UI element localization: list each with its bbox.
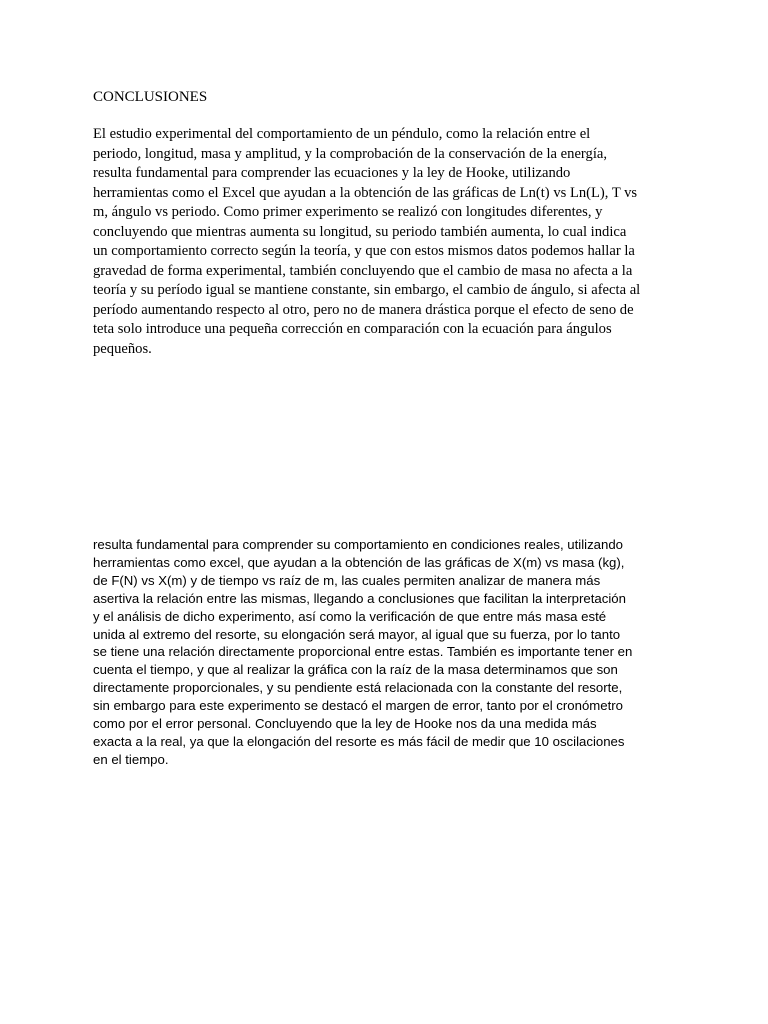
paragraph-line: herramientas como el Excel que ayudan a la obtención de las gráficas de Ln(t) vs Ln(L), T vs	[93, 184, 638, 201]
paragraph-line: teta solo introduce una pequeña corrección en comparación con la ecuación para ángulos	[93, 321, 612, 337]
paragraph-line: sin embargo para este experimento se destacó el margen de error, tanto por el cronómetro	[93, 698, 623, 714]
section-heading: CONCLUSIONES	[93, 89, 208, 105]
paragraph-line: unida al extremo del resorte, su elongación será mayor, al igual que su fuerza, por lo tanto	[93, 626, 621, 642]
paragraph-line: m, ángulo vs periodo. Como primer experimento se realizó con longitudes diferentes, y	[93, 204, 603, 220]
paragraph-line: como por el error personal. Concluyendo que la ley de Hooke nos da una medida más	[93, 716, 597, 732]
paragraph-line: resulta fundamental para comprender las ecuaciones y la ley de Hooke, utilizando	[93, 165, 571, 181]
paragraph-line: directamente proporcionales, y su pendiente está relacionada con la constante del resorte,	[93, 680, 623, 696]
paragraph-line: resulta fundamental para comprender su comportamiento en condiciones reales, utilizando	[93, 537, 623, 552]
paragraph-line: pequeños.	[93, 340, 152, 357]
paragraph-line: concluyendo que mientras aumenta su longitud, su periodo también aumenta, lo cual indica	[93, 223, 627, 240]
paragraph-line: en el tiempo.	[93, 751, 169, 767]
paragraph-line: El estudio experimental del comportamiento de un péndulo, como la relación entre el	[93, 126, 591, 142]
paragraph-line: de F(N) vs X(m) y de tiempo vs raíz de m, las cuales permiten analizar de manera más	[93, 572, 601, 588]
paragraph-line: exacta a la real, ya que la elongación del resorte es más fácil de medir que 10 oscilaciones	[93, 733, 625, 749]
paragraph-line: un comportamiento correcto según la teoría, y que con estos mismos datos podemos hallar la	[93, 243, 635, 259]
paragraph-line: cuenta el tiempo, y que al realizar la gráfica con la raíz de la masa determinamos que son	[93, 662, 618, 678]
conclusion-paragraph-pendulum	[93, 125, 678, 359]
paragraph-line: herramientas como excel, que ayudan a la obtención de las gráficas de X(m) vs masa (kg),	[93, 554, 625, 570]
paragraph-line: período aumentando respecto al otro, pero no de manera drástica porque el efecto de seno de	[93, 301, 634, 318]
paragraph-line: y el análisis de dicho experimento, así como la verificación de que entre más masa esté	[93, 608, 607, 624]
paragraph-line: teoría y su período igual se mantiene constante, sin embargo, el cambio de ángulo, si afecta al	[93, 282, 641, 298]
paragraph-line: gravedad de forma experimental, también concluyendo que el cambio de masa no afecta a la	[93, 262, 633, 279]
paragraph-line: se tiene una relación directamente proporcional entre estas. También es importante tener en	[93, 644, 633, 660]
paragraph-line: asertiva la relación entre las mismas, llegando a conclusiones que facilitan la interpretación	[93, 590, 626, 606]
conclusion-paragraph-spring	[93, 536, 683, 769]
paragraph-line: periodo, longitud, masa y amplitud, y la comprobación de la conservación de la energía,	[93, 145, 608, 162]
